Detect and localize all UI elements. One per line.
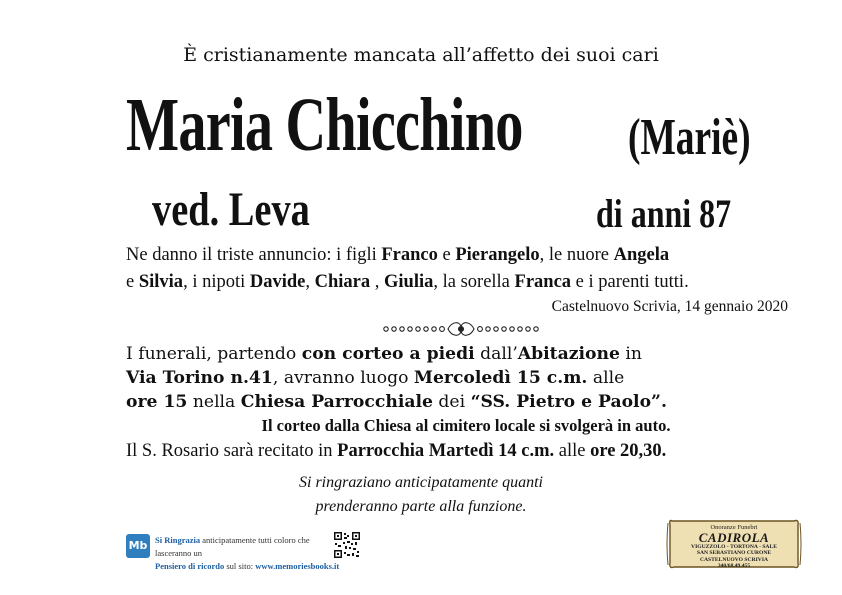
deceased-nickname: (Mariè): [628, 109, 751, 166]
announce-text: , le nuore: [539, 245, 614, 265]
relative-name: Silvia: [138, 272, 184, 292]
ornament-divider: [376, 318, 546, 340]
relative-name: Franco: [381, 245, 438, 265]
funeral-home-text: [666, 517, 802, 571]
funeral-emphasis: “SS. Pietro e Paolo”.: [470, 392, 667, 412]
announce-text: ,: [370, 272, 384, 292]
memories-text: anticipatamente tutti coloro che lasceranno un: [155, 535, 310, 558]
memoriesbooks-note: [155, 534, 345, 573]
thanks-line: Si ringraziano anticipatamente quanti: [299, 474, 543, 491]
relative-name: Davide: [249, 272, 306, 292]
rosary-emphasis: Parrocchia Martedì 14 c.m.: [337, 441, 555, 461]
cortege-note: Il corteo dalla Chiesa al cimitero locale si svolgerà in auto.: [261, 416, 671, 435]
funeral-text: dall’: [474, 344, 518, 364]
funeral-text: I funerali, partendo: [126, 344, 302, 364]
relative-name: Pierangelo: [455, 245, 540, 265]
announce-text: ,: [305, 272, 315, 292]
memoriesbooks-logo: Mb: [126, 534, 150, 558]
intro-line: È cristianamente mancata all’affetto dei suoi cari: [183, 44, 659, 66]
funeral-emphasis: Chiesa Parrocchiale: [240, 392, 433, 412]
deceased-name: Maria Chicchino: [126, 83, 523, 167]
announce-text: , la sorella: [433, 272, 515, 292]
funeral-home-phone: 340/68.49.455: [717, 562, 751, 569]
funeral-home-line: CASTELNUOVO SCRIVIA: [699, 556, 769, 563]
funeral-home-top: Onoranze Funebri: [710, 524, 758, 531]
funeral-emphasis: con corteo a piedi: [301, 344, 475, 364]
thanks-line: prenderanno parte alla funzione.: [315, 498, 527, 515]
announcement: [126, 242, 798, 296]
relative-name: Giulia: [384, 272, 434, 292]
memories-emphasis: Pensiero di ricordo: [155, 561, 225, 571]
announce-text: e: [437, 245, 456, 265]
announce-text: e: [126, 272, 139, 292]
memories-site-link[interactable]: www.memoriesbooks.it: [255, 561, 340, 571]
memories-text: sul sito:: [224, 561, 256, 571]
funeral-home-line: VIGUZZOLO - TORTONA - SALE: [691, 544, 777, 550]
funeral-home-line: SAN SEBASTIANO CURONE: [696, 550, 772, 557]
rosary-text: Il S. Rosario sarà recitato in: [126, 441, 338, 461]
age: di anni 87: [596, 191, 732, 236]
funeral-emphasis: Via Torino n.41: [126, 368, 273, 388]
funeral-details: [126, 342, 806, 414]
funeral-emphasis: ore 15: [126, 392, 188, 412]
announce-text: Ne danno il triste annuncio: i figli: [126, 245, 382, 265]
relative-name: Angela: [613, 245, 670, 265]
funeral-text: alle: [587, 368, 625, 388]
rosary-line: [126, 441, 806, 462]
funeral-home-brand: CADIROLA: [698, 530, 770, 545]
funeral-text: in: [619, 344, 642, 364]
place-date: Castelnuovo Scrivia, 14 gennaio 2020: [551, 298, 788, 315]
funeral-emphasis: Abitazione: [517, 344, 620, 364]
memories-emphasis: Si Ringrazia: [155, 535, 201, 545]
rosary-text: alle: [554, 441, 591, 461]
qr-code[interactable]: [334, 532, 360, 558]
funeral-text: , avranno luogo: [272, 368, 414, 388]
widow-of: ved. Leva: [152, 183, 310, 236]
relative-name: Chiara: [314, 272, 371, 292]
funeral-emphasis: Mercoledì 15 c.m.: [413, 368, 588, 388]
announce-text: , i nipoti: [183, 272, 250, 292]
relative-name: Franca: [514, 272, 572, 292]
funeral-text: nella: [187, 392, 241, 412]
thanks-note: [0, 471, 842, 519]
rosary-emphasis: ore 20,30.: [590, 441, 667, 461]
announce-text: e i parenti tutti.: [571, 272, 689, 292]
funeral-text: dei: [432, 392, 471, 412]
